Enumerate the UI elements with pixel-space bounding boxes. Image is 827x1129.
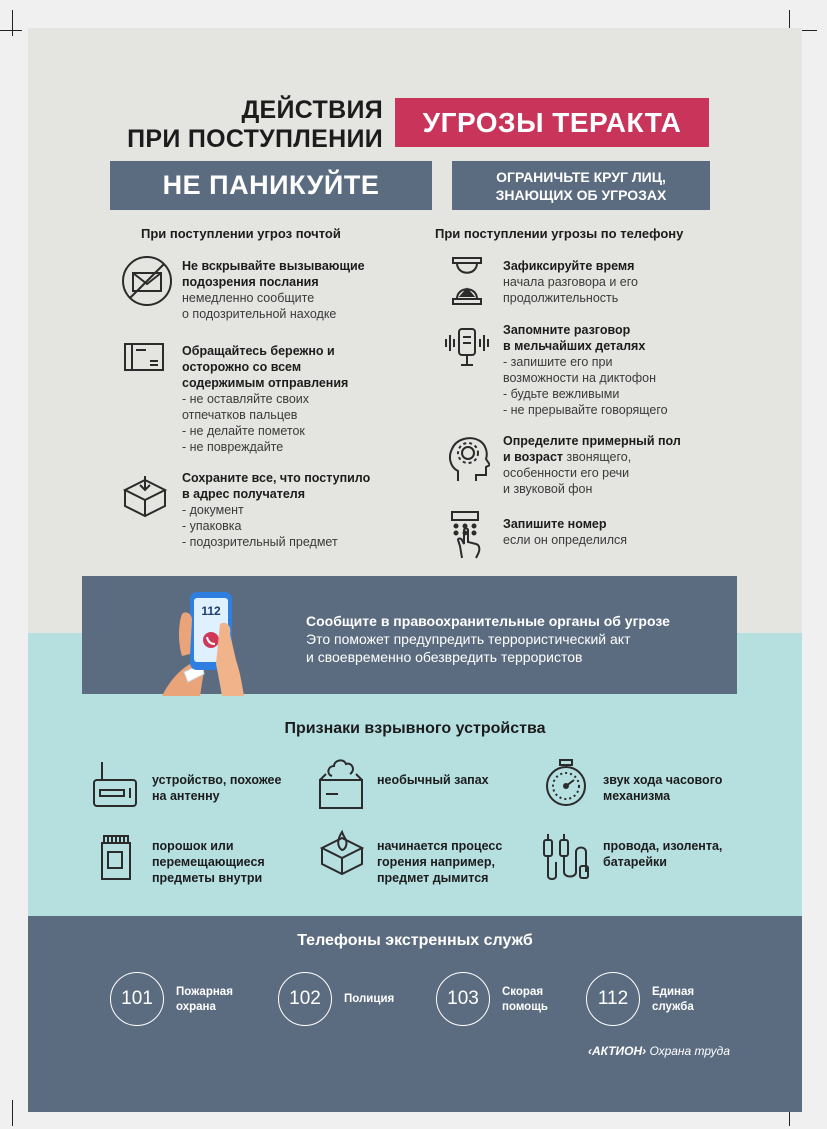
envelope-icon xyxy=(124,341,166,373)
mail-item-2: Обращайтесь бережно и осторожно со всем содержимым отправления - не оставляйте своих отпечатков пальцев - не делайте пометок - не повреждайте xyxy=(182,344,349,454)
title-line-1: ДЕЙСТВИЯ xyxy=(241,96,383,124)
number-label: Полиция xyxy=(344,993,395,1005)
limit-line-2: ЗНАЮЩИХ ОБ УГРОЗАХ xyxy=(495,187,667,203)
number-circle: 103 xyxy=(436,972,490,1026)
phone-screen-number: 112 xyxy=(201,604,221,618)
crop-mark xyxy=(12,10,13,36)
stopwatch-icon xyxy=(544,758,588,810)
crop-mark xyxy=(12,1100,13,1126)
sign-4: порошок или перемещающиеся предметы внутри xyxy=(152,839,265,885)
phone-item-2: Запомните разговор в мельчайших деталях - запишите его при возможности на диктофон - будьте вежливыми - не прерывайте говорящего xyxy=(503,323,668,417)
package-icon xyxy=(122,474,168,520)
panic-banner: НЕ ПАНИКУЙТЕ xyxy=(110,161,432,210)
sign-6: провода, изолента, батарейки xyxy=(603,839,723,869)
sign-1: устройство, похожее на антенну xyxy=(152,773,282,803)
limit-banner xyxy=(452,161,710,210)
jar-icon xyxy=(100,834,132,882)
phone-heading: При поступлении угрозы по телефону xyxy=(435,226,684,241)
head-gear-icon xyxy=(446,433,490,483)
report-line-1: Это поможет предупредить террористический акт xyxy=(306,631,631,647)
number-label: Скорая помощь xyxy=(502,986,548,1013)
poster xyxy=(28,28,802,1112)
smoking-box-icon xyxy=(316,756,366,810)
brand-logo: ‹АКТИОН› Охрана труда xyxy=(588,1044,730,1058)
report-line-2: и своевременно обезвредить террористов xyxy=(306,649,583,665)
phone-item-3: Определите примерный пол и возраст звонящего, особенности его речи и звуковой фон xyxy=(503,434,681,496)
no-open-letter-icon xyxy=(120,254,174,308)
crop-mark xyxy=(0,30,22,31)
phone-item-1: Зафиксируйте время начала разговора и его продолжительность xyxy=(503,259,638,305)
burning-box-icon xyxy=(318,828,366,880)
signs-heading: Признаки взрывного устройства xyxy=(284,720,546,737)
keypad-hand-icon xyxy=(448,510,484,560)
number-circle: 101 xyxy=(110,972,164,1026)
report-text xyxy=(306,612,670,666)
number-label: Пожарная охрана xyxy=(176,986,233,1013)
mail-item-3: Сохраните все, что поступило в адрес получателя - документ - упаковка - подозрительный предмет xyxy=(182,471,371,549)
number-label: Единая служба xyxy=(652,986,695,1013)
mail-item-1: Не вскрывайте вызывающие подозрения послания немедленно сообщите о подозрительной находке xyxy=(182,259,365,321)
sign-3: звук хода часового механизма xyxy=(603,773,723,803)
report-title: Сообщите в правоохранительные органы об угрозе xyxy=(306,613,670,629)
sign-5: начинается процесс горения например, предмет дымится xyxy=(377,839,503,885)
microphone-icon xyxy=(443,325,491,371)
phone-item-4: Запишите номер если он определился xyxy=(503,517,628,547)
emergency-heading: Телефоны экстренных служб xyxy=(297,932,533,949)
poster-title xyxy=(98,96,383,154)
hourglass-icon xyxy=(450,256,484,306)
title-line-2: ПРИ ПОСТУПЛЕНИИ xyxy=(127,125,383,153)
report-banner xyxy=(82,576,737,694)
limit-line-1: ОГРАНИЧЬТЕ КРУГ ЛИЦ, xyxy=(496,169,666,185)
number-circle: 112 xyxy=(586,972,640,1026)
radio-antenna-icon xyxy=(92,760,138,810)
title-highlight: УГРОЗЫ ТЕРАКТА xyxy=(395,98,709,147)
sign-2: необычный запах xyxy=(377,773,489,787)
mail-heading: При поступлении угроз почтой xyxy=(141,226,341,241)
emergency-section xyxy=(28,916,802,1112)
number-circle: 102 xyxy=(278,972,332,1026)
wires-icon xyxy=(542,832,590,882)
phone-hand-icon xyxy=(156,584,266,696)
